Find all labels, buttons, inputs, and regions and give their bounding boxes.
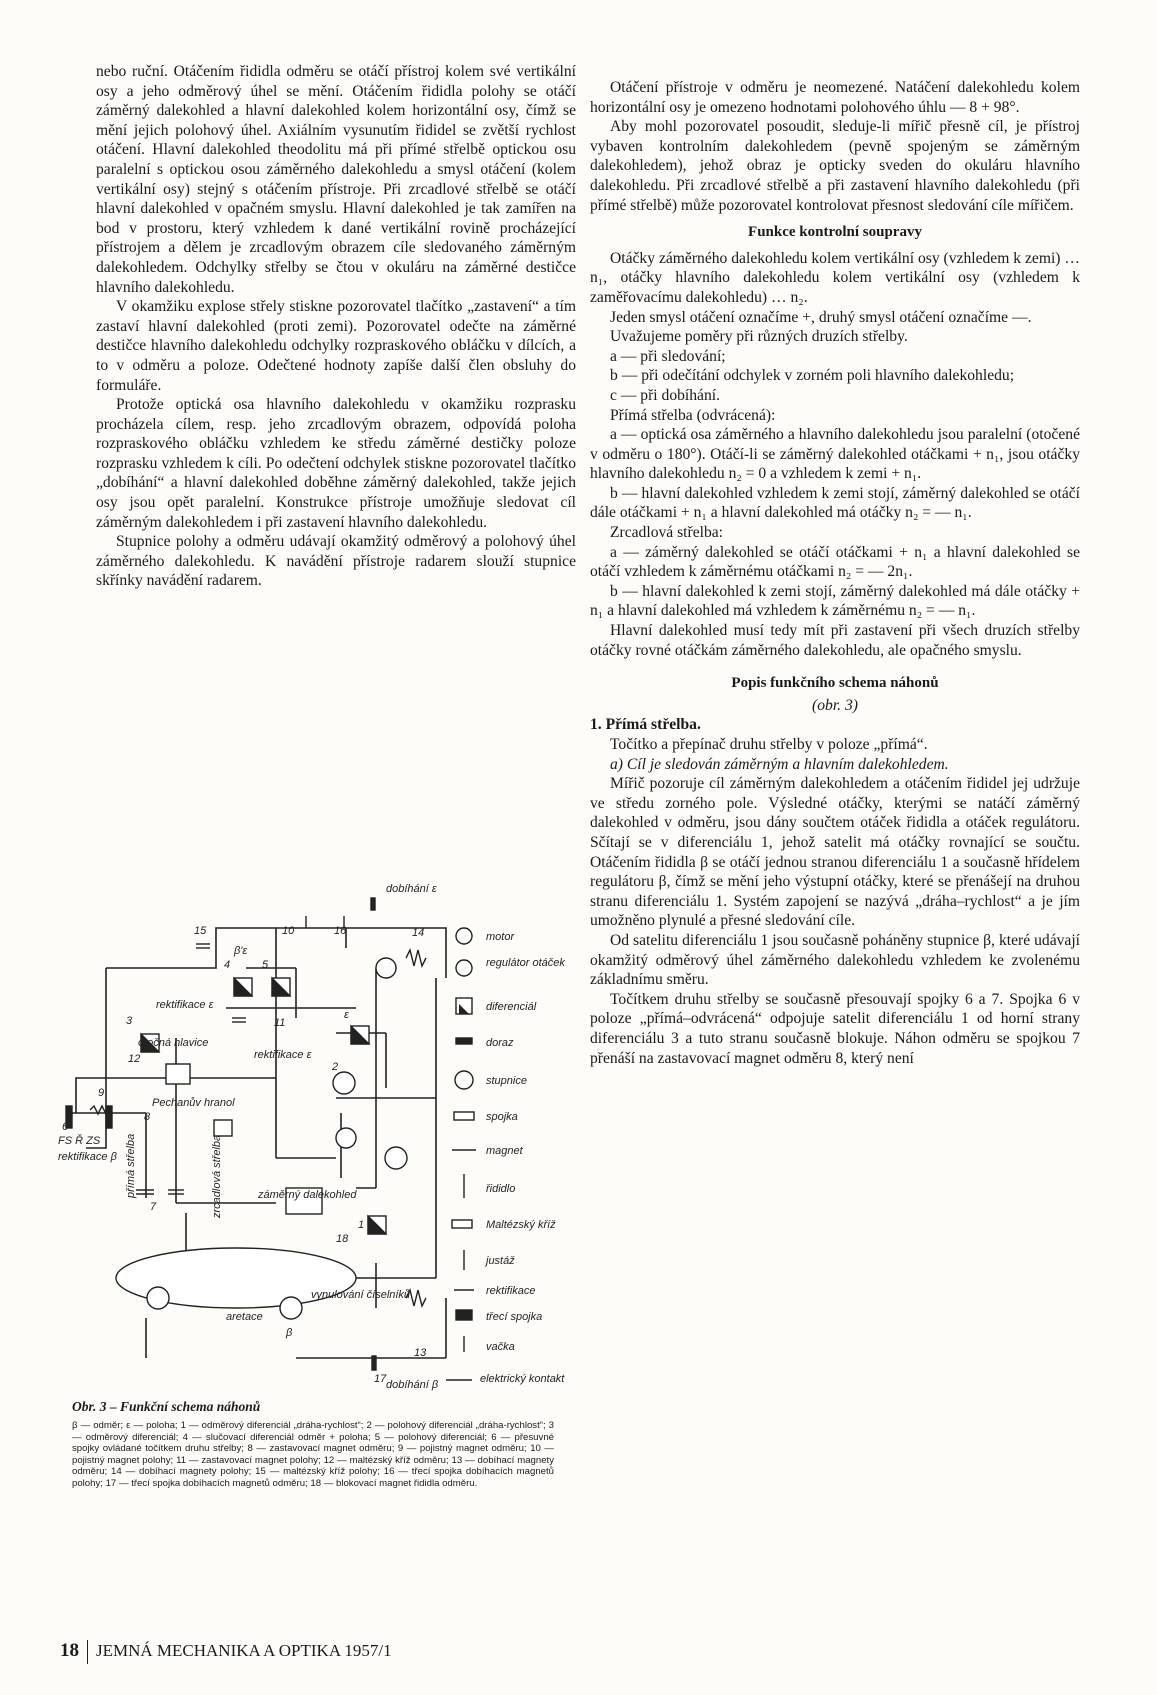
legend-label: řididlo: [486, 1183, 516, 1195]
legend-label: třecí spojka: [486, 1311, 543, 1323]
maltese-cross-icon: [452, 1220, 472, 1228]
pechan-prism-icon: [214, 1120, 232, 1136]
part-number: 1: [358, 1219, 365, 1231]
paragraph: b — hlavní dalekohled k zemi stojí, záměrný dalekohled má dále otáčky + n₁ a hlavní dalekohled má vzhledem k záměrnému n₂ = — n₁.: [590, 582, 1080, 620]
motor-icon: [456, 928, 472, 944]
label-zrcadlova-strelba: zrcadlová střelba: [211, 1134, 223, 1218]
label-rektifikace: rektifikace ε: [156, 999, 214, 1011]
paragraph: b — hlavní dalekohled vzhledem k zemi stojí, záměrný dalekohled se otáčí dále otáčkami + n₁ a hlavní dalekohled má otáčky n₂ = — n₁.: [590, 484, 1080, 522]
part-number: 6: [62, 1121, 69, 1133]
legend-label: stupnice: [486, 1075, 527, 1087]
label-dobihani-b: dobíhání β: [386, 1379, 439, 1391]
paragraph: Aby mohl pozorovatel posoudit, sleduje-li mířič přesně cíl, je přístroj vybaven kontrolním dalekohledem (pevně spojeným se záměrným dalekohledem), jehož obraz je opticky sveden do okuláru hlavního dalekohledu. Při zrcadlové střelbě a při zastavení hlavního dalekohledu (při přímé střelbě) může pozorovatel kontrolovat přesnost sledování cíle mířičem.: [590, 118, 1080, 214]
label-aretace: aretace: [226, 1311, 263, 1323]
page-footer: [60, 1640, 392, 1664]
legend-label: rektifikace: [486, 1285, 536, 1297]
scale-icon: [280, 1297, 302, 1319]
label-rektifikace: rektifikace ε: [254, 1049, 312, 1061]
part-number: 14: [412, 927, 425, 939]
paragraph: Od satelitu diferenciálu 1 jsou současně poháněny stupnice β, které udávají okamžitý odměrový úhel záměrného dalekohledu vzhledem ke zvolenému základnímu směru.: [590, 931, 1080, 989]
legend-label: diferenciál: [486, 1001, 537, 1013]
figure-caption-title: Obr. 3 – Funkční schema náhonů: [72, 1399, 261, 1414]
paragraph: a) Cíl je sledován záměrným a hlavním dalekohledem.: [610, 755, 949, 773]
paragraph: a — při sledování;: [610, 347, 726, 365]
motor-icon: [385, 1147, 407, 1169]
paragraph: Otáčky záměrného dalekohledu kolem vertikální osy (vzhledem k zemi) … n₁, otáčky hlavního dalekohledu kolem vertikální osy (vzhledem k zaměřovacímu dalekohledu) … n₂.: [590, 249, 1080, 306]
paragraph: Protože optická osa hlavního dalekohledu v okamžiku rozprasku procházela cílem, resp. jeho zrcadlovým obrazem, odpovídá poloha rozpraskového obláčku vzhledem ke středu záměrné destičky poloze rozprasku vzhledem k cíli. Po odečtení odchylek stiskne pozorovatel tlačítko „dobíhání“ a hlavní dalekohled doběhne záměrný dalekohled, takže jejich osy jsou opět paralelní. Konstrukce přístroje umožňuje sledovat cíl záměrným dalekohledem i při zastavení hlavního dalekohledu.: [96, 396, 576, 531]
scale-icon: [147, 1287, 169, 1309]
paragraph: Zrcadlová střelba:: [610, 524, 724, 542]
part-number: 7: [150, 1201, 157, 1213]
paragraph: a — optická osa záměrného a hlavního dalekohledu jsou paralelní (otočené v odměru o 180°). Otáčí-li se záměrný dalekohled otáčkami + n₁, jsou otáčky hlavního dalekohledu n₂ = 0 a vzhledem k zemi + n₁.: [590, 426, 1080, 483]
paragraph: Mířič pozoruje cíl záměrným dalekohledem a otáčením řididel jej udržuje ve středu zorného pole. Výsledné otáčky, kterými se natáčí záměrný dalekohled v odměru, jsou dány součtem otáček řididla a otáček regulátoru. Sčítají se v diferenciálu 1, jehož satelit má otáčky rovnající se součtu. Otáčením řididla β se otáčí jednou stranou diferenciálu 1 a současně hřídelem regulátoru β, čímž se mění jeho výstupní otáčky, které se přenášejí na druhou stranu diferenciálu 1. Systém zapojení se nazývá „dráha–rychlost“ a je jím umožněno plynulé a přesné sledování cíle.: [590, 775, 1080, 930]
paragraph: Točítkem druhu střelby se současně přesouvají spojky 6 a 7. Spojka 6 v poloze „přímá–odvrácená“ odpojuje satelit diferenciálu 1 od horní strany diferenciálu 3 a tuto stranu současně blokuje. Náhon odměru se spojkou 7 přenáší na zastavovací magnet odměru 8, který není: [590, 990, 1080, 1067]
paragraph: V okamžiku explose střely stiskne pozorovatel tlačítko „zastavení“ a tím zastaví hlavní dalekohled (proti zemi). Pozorovatel odečte na záměrné destičce hlavního dalekohledu odchylky rozpraskového obláčku v dílcích, a to v odměru a poloze. Odečtené hodnoty zapíše další člen obsluhy do formuláře.: [96, 298, 576, 394]
label-fs: FS Ř ZS: [58, 1135, 101, 1147]
paragraph: nebo ruční. Otáčením řididla odměru se otáčí přístroj kolem své vertikální osy a jeho odměrový úhel se mění. Otáčením řididla polohy se otáčí záměrný dalekohled a hlavní dalekohled kolem horizontální osy, čímž se mění jejich polohový úhel. Axiálním vysunutím řididel se zvětší rychlost otáčení. Hlavní dalekohled theodolitu má při přímé střelbě optickou osu paralelní s optickou osou záměrného dalekohledu a smysl otáčení (kolem vertikální osy) stejný s otáčením přístroje. Při zrcadlové střelbě se otáčí hlavní dalekohled v opačném smyslu. Hlavní dalekohled je tak zamířen na bod v prostoru, který vzhledem k dané vertikální rovině procházející přístrojem a dělem je zrcadlovým obrazem cíle sledovaného záměrným dalekohledem. Odchylky střelby se čtou v okuláru na záměrné destičce hlavního dalekohledu.: [96, 63, 576, 296]
drive-schematic-figure: [46, 858, 606, 1398]
label-zamerny-dalekohled: záměrný dalekohled: [258, 1189, 357, 1201]
part-number: 13: [414, 1347, 427, 1359]
regulator-icon: [336, 1128, 356, 1148]
label-pechanuv-hranol: Pechanův hranol: [152, 1097, 235, 1109]
label-rektifikace-b: rektifikace β: [58, 1151, 117, 1163]
section-heading: Funkce kontrolní soupravy: [748, 224, 922, 241]
page-number: 18: [60, 1640, 79, 1661]
legend: [446, 928, 565, 1385]
footer-divider: [87, 1640, 88, 1664]
paragraph: Přímá střelba (odvrácená):: [610, 406, 776, 424]
part-number: 11: [274, 1017, 286, 1029]
subheading: 1. Přímá střelba.: [590, 716, 701, 734]
part-number: 17: [374, 1373, 387, 1385]
label-epsilon: ε: [344, 1009, 349, 1021]
part-number: 18: [336, 1233, 349, 1245]
label-otocna-hlavice: otočná hlavice: [138, 1037, 209, 1049]
part-number: 5: [262, 959, 269, 971]
legend-label: doraz: [486, 1037, 514, 1049]
part-number: 3: [126, 1015, 133, 1027]
part-number: 2: [332, 1061, 339, 1073]
paragraph: c — při dobíhání.: [610, 386, 721, 404]
paragraph: Otáčení přístroje v odměru je neomezené. Natáčení dalekohledu kolem horizontální osy je omezeno hodnotami polohového úhlu — 8 + 98°.: [590, 79, 1080, 116]
paragraph: Jeden smysl otáčení označíme +, druhý smysl otáčení označíme —.: [610, 308, 1032, 326]
paragraph: Točítko a přepínač druhu střelby v poloze „přímá“.: [610, 736, 928, 753]
coupling-icon: [454, 1112, 474, 1120]
label-prima-strelba: přímá střelba: [125, 1133, 137, 1198]
paragraph: Stupnice polohy a odměru udávají okamžitý odměrový a polohový úhel záměrného dalekohledu. K navádění přístroje radarem slouží stupnice skřínky navádění radarem.: [96, 533, 576, 590]
right-column: [590, 78, 1080, 1068]
head-prism-icon: [166, 1064, 190, 1084]
part-number: 12: [128, 1053, 141, 1065]
legend-label: vačka: [486, 1341, 515, 1353]
label-beta: β: [286, 1327, 293, 1339]
paragraph: b — při odečítání odchylek v zorném poli hlavního dalekohledu;: [610, 367, 1015, 385]
label-beta-eps: β'ε: [234, 945, 248, 957]
regulator-icon: [333, 1072, 355, 1094]
paragraph: a — záměrný dalekohled se otáčí otáčkami + n₁ a hlavní dalekohled se otáčí vzhledem k záměrnému otáčkami n₂ = — 2n₁.: [590, 543, 1080, 581]
label-vynulovani: vynulování číselníků: [311, 1289, 411, 1301]
friction-coupling-icon: [456, 1310, 472, 1320]
label-dobihani-e: dobíhání ε: [386, 883, 437, 895]
part-number: 9: [98, 1087, 105, 1099]
figure-caption-body: β — odměr; ε — poloha; 1 — odměrový diferenciál „dráha-rychlost“; 2 — polohový diferenciál „dráha-rychlost“; 3 — odměrový diferenciál; 4 — slučovací diferenciál odměr + poloha; 5 — polohový diferenciál; 6 — přesuvné spojky ovládané točítkem druhu střelby; 8 — zastavovací magnet odměru; 9 — pojistný magnet odměru; 10 — pojistný magnet polohy; 11 — zastavovací magnet polohy; 12 — maltézský kříž odměru; 13 — dobíhací magnety odměru; 14 — dobíhací magnety polohy; 15 — maltézský kříž polohy; 16 — třecí spojka dobíhacích magnetů polohy; 17 — třecí spojka dobíhacích magnetů odměru; 18 — blokovací magnet řididla odměru.: [72, 1420, 554, 1489]
legend-label: spojka: [486, 1111, 518, 1123]
legend-label: magnet: [486, 1145, 523, 1157]
legend-label: Maltézský kříž: [486, 1219, 556, 1231]
legend-label: regulátor otáček: [486, 957, 565, 969]
legend-label: motor: [486, 931, 515, 943]
schematic-diagram: [46, 858, 606, 1398]
scale-icon: [455, 1071, 473, 1089]
part-number: 15: [194, 925, 207, 937]
stop-icon: [456, 1038, 472, 1044]
part-number: 8: [144, 1111, 151, 1123]
left-column: [96, 62, 576, 591]
legend-label: justáž: [486, 1255, 515, 1267]
paragraph: Hlavní dalekohled musí tedy mít při zastavení při všech druzích střelby otáčky rovné otáčkám záměrného dalekohledu, ale opačného smyslu.: [590, 622, 1080, 659]
paragraph: Uvažujeme poměry při různých druzích střelby.: [610, 328, 908, 346]
part-number: 4: [224, 959, 231, 971]
legend-label: elektrický kontakt: [480, 1373, 565, 1385]
part-number: 10: [282, 925, 295, 937]
part-number: 16: [334, 925, 347, 937]
motor-icon: [376, 958, 396, 978]
journal-title: JEMNÁ MECHANIKA A OPTIKA 1957/1: [96, 1641, 392, 1660]
regulator-icon: [456, 960, 472, 976]
section-heading: Popis funkčního schema náhonů: [731, 675, 939, 692]
figure-reference: (obr. 3): [812, 696, 858, 714]
